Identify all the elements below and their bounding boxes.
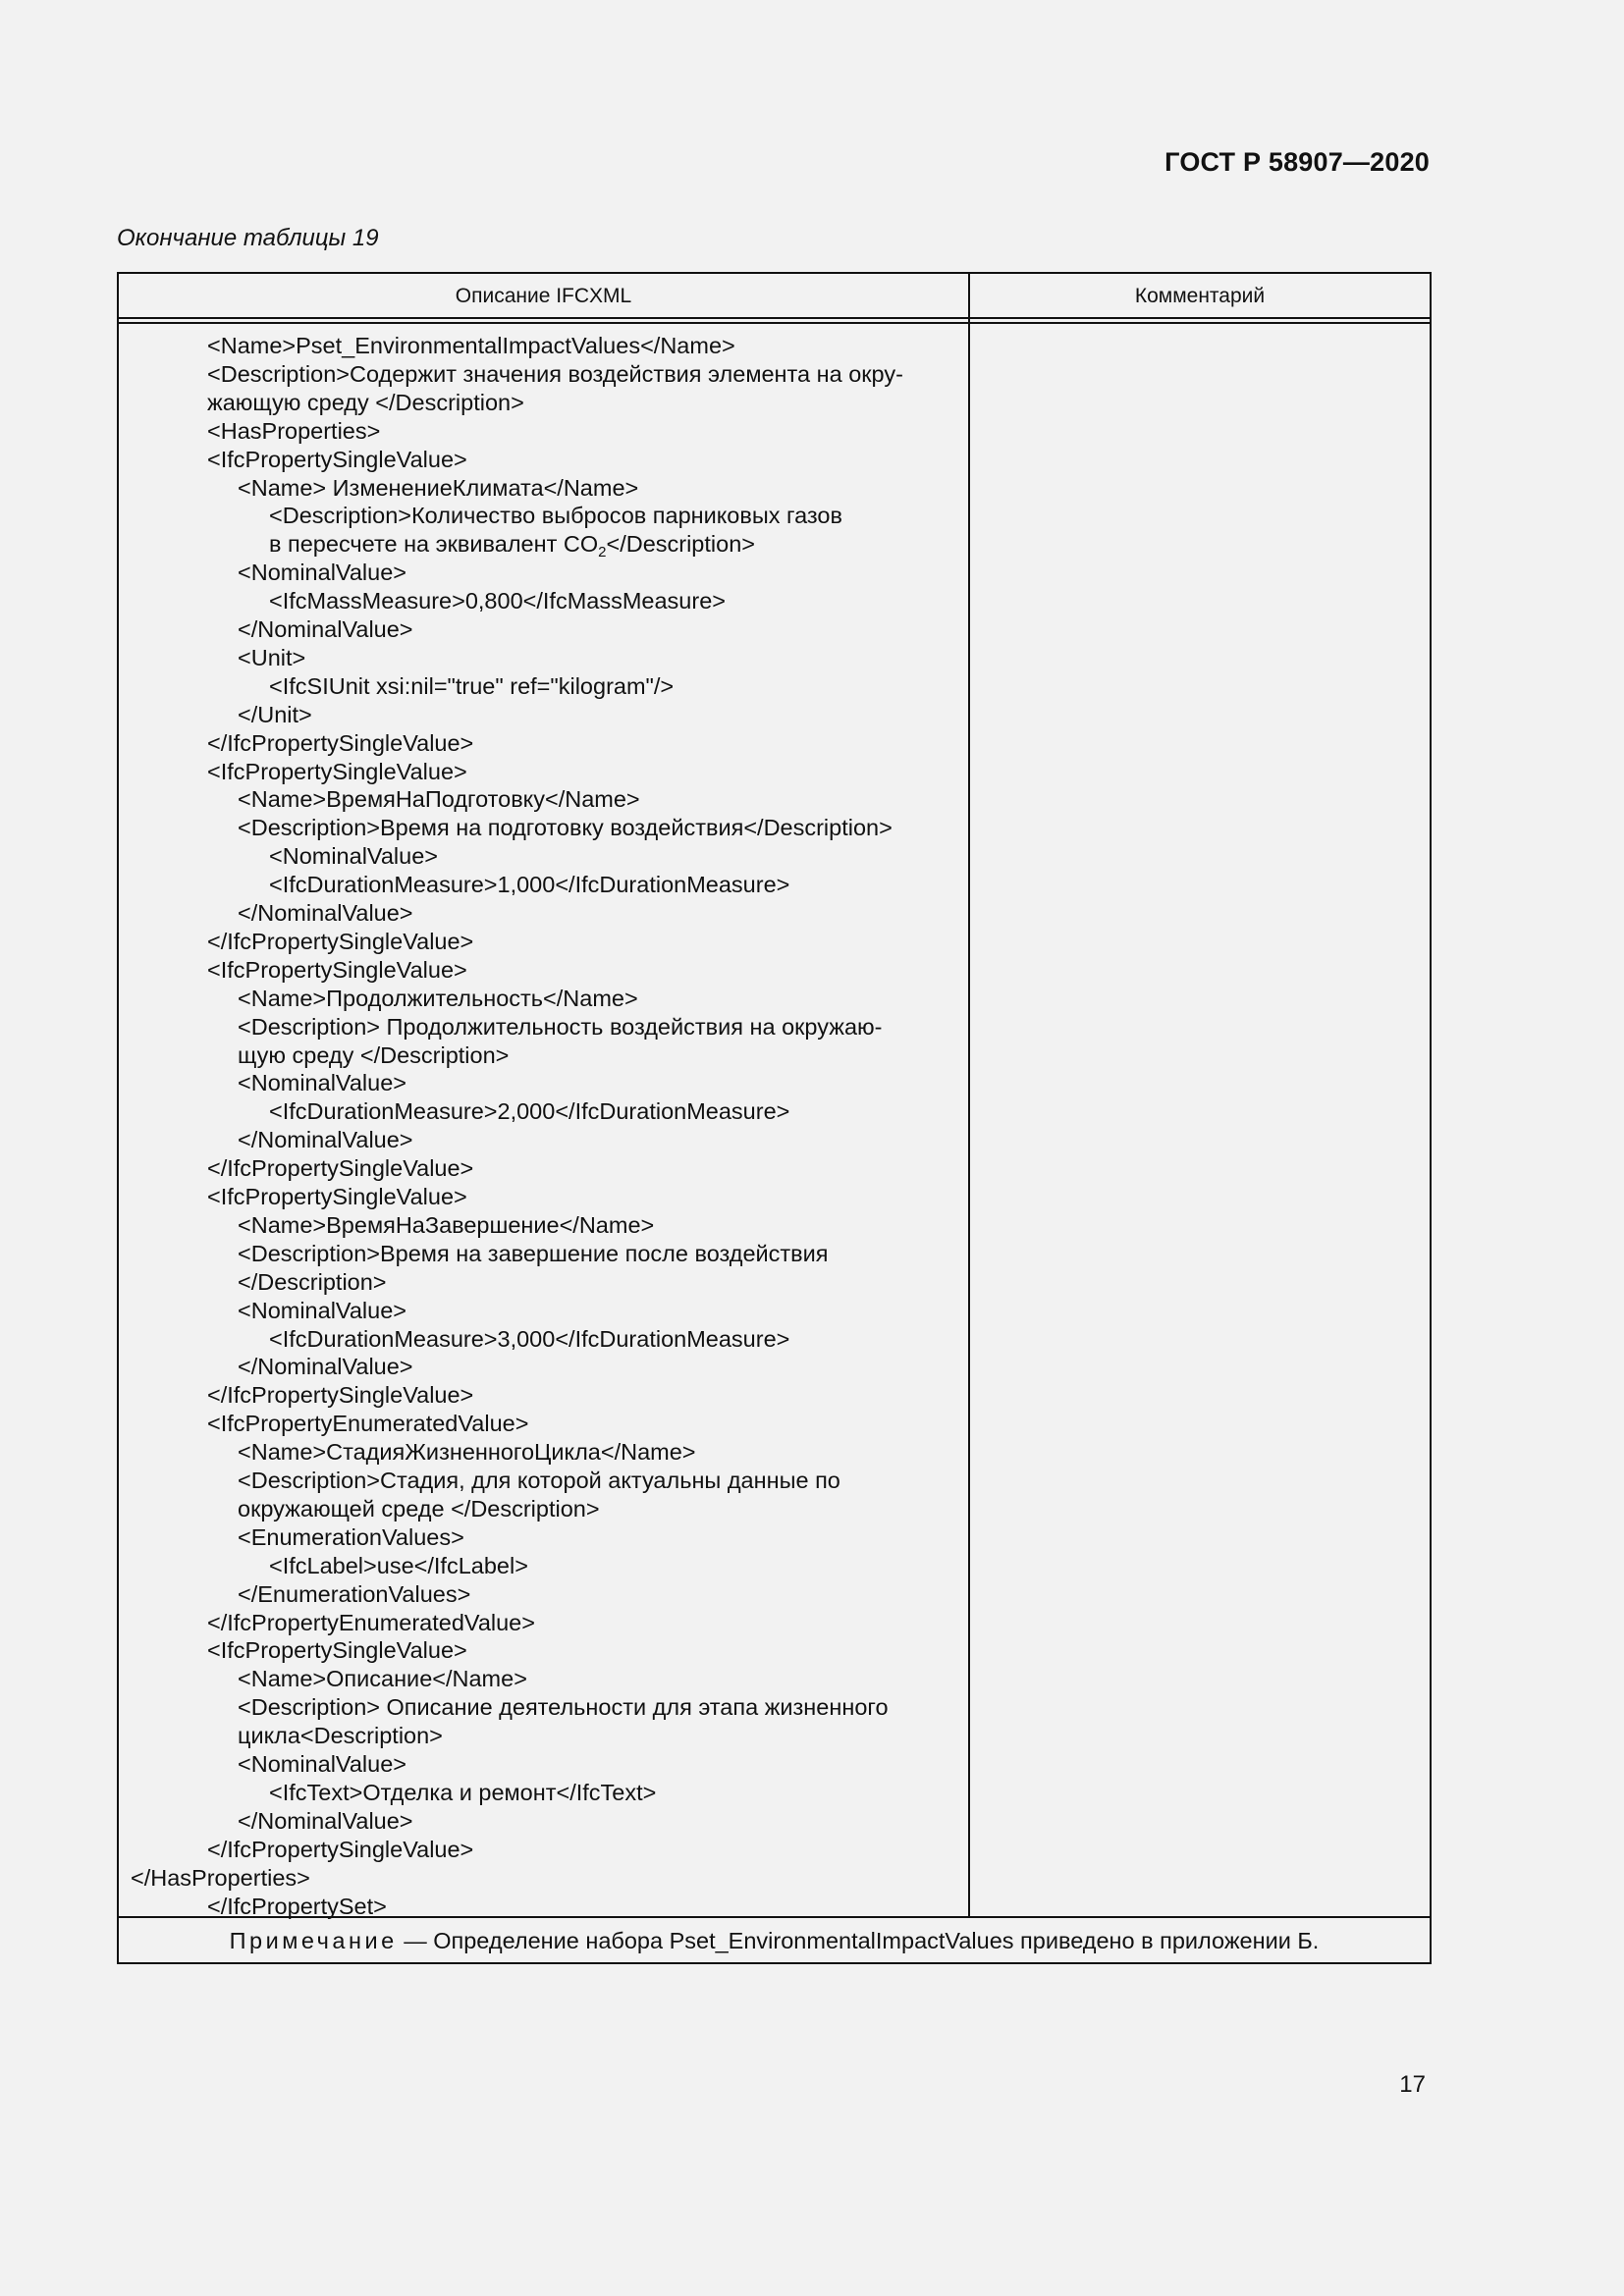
code-line [207, 446, 467, 474]
code-line [207, 928, 473, 956]
code-line [238, 1353, 413, 1381]
code-line [207, 1636, 467, 1665]
code-line-text: щую среду </Description> [238, 1041, 510, 1068]
code-line [269, 502, 842, 530]
code-line [238, 1069, 406, 1097]
header-rule-bottom [119, 322, 1430, 324]
code-line-text: <IfcDurationMeasure>2,000</IfcDurationMeasure> [269, 1098, 790, 1125]
code-line [238, 1041, 509, 1070]
code-line [238, 559, 406, 587]
code-line [207, 1183, 467, 1211]
code-line [238, 1438, 696, 1467]
code-line [207, 729, 473, 758]
code-line-text: <IfcPropertyEnumeratedValue> [207, 1411, 529, 1437]
code-line-text: <Name>ВремяНаЗавершение</Name> [238, 1211, 655, 1238]
code-line [131, 1864, 310, 1893]
code-line-text: <Unit> [238, 644, 306, 670]
code-line-text: </NominalValue> [238, 616, 413, 642]
code-line [207, 1381, 473, 1410]
code-line [207, 417, 380, 446]
code-line-tail: </Description> [606, 531, 755, 558]
page-number: 17 [1399, 2071, 1426, 2098]
code-line-text: <IfcDurationMeasure>1,000</IfcDurationMeasure> [269, 872, 790, 898]
code-line-text: <IfcPropertySingleValue> [207, 758, 467, 784]
code-line-text: <IfcPropertySingleValue> [207, 956, 467, 983]
code-line-text: <IfcDurationMeasure>3,000</IfcDurationMeasure> [269, 1325, 790, 1352]
code-line [238, 1807, 413, 1836]
code-line-text: </IfcPropertySingleValue> [207, 1155, 474, 1182]
code-line [207, 332, 735, 360]
ifcxml-table [117, 272, 1432, 1964]
code-line-text: <IfcPropertySingleValue> [207, 1637, 467, 1664]
code-line-text: </HasProperties> [131, 1864, 310, 1891]
column-header-comment: Комментарий [1134, 285, 1266, 307]
code-line [238, 1240, 829, 1268]
code-line [207, 956, 467, 985]
code-line-text: <Name>Описание</Name> [238, 1666, 527, 1692]
code-line-text: <IfcPropertySingleValue> [207, 1184, 467, 1209]
code-line-text: </NominalValue> [238, 1354, 413, 1380]
code-line [207, 1410, 528, 1438]
code-line-text: </Unit> [238, 701, 312, 727]
code-line [238, 1665, 527, 1693]
code-line [238, 985, 638, 1013]
code-line [238, 1750, 406, 1779]
code-line-text: </NominalValue> [238, 900, 413, 926]
note-dash: — [397, 1928, 434, 1953]
subscript: 2 [598, 544, 607, 561]
code-line-text: в пересчете на эквивалент CO [269, 531, 599, 558]
code-line [269, 1552, 528, 1580]
code-line-text: <HasProperties> [207, 417, 381, 444]
code-line [207, 1836, 473, 1864]
code-line [207, 1609, 535, 1637]
code-line-text: <Description>Содержит значения воздействия элемента на окру- [207, 360, 903, 387]
code-line-text: <IfcText>Отделка и ремонт</IfcText> [269, 1779, 657, 1805]
code-line-text: <Description>Время на завершение после воздействия [238, 1240, 829, 1266]
code-line-text: <NominalValue> [238, 1751, 407, 1777]
code-line [238, 615, 413, 644]
code-line-text: </IfcPropertySingleValue> [207, 928, 474, 954]
code-line-text: <Name>Pset_EnvironmentalImpactValues</Name> [207, 333, 735, 358]
code-line [238, 1467, 840, 1495]
code-line-text: </NominalValue> [238, 1127, 413, 1153]
code-line [238, 1297, 406, 1325]
code-line-text: <Description>Количество выбросов парниковых газов [269, 503, 842, 529]
code-line [207, 389, 524, 417]
code-line-text: <NominalValue> [269, 843, 439, 870]
code-line-text: <IfcPropertySingleValue> [207, 446, 467, 472]
code-line [238, 1211, 654, 1240]
code-line-text: </IfcPropertyEnumeratedValue> [207, 1609, 535, 1635]
code-line-text: <Description>Стадия, для которой актуальны данные по [238, 1468, 840, 1493]
code-line-text: </IfcPropertySingleValue> [207, 1382, 474, 1409]
code-line-text: <Description> Продолжительность воздействия на окружаю- [238, 1013, 883, 1040]
table-note [119, 1918, 1430, 1964]
table-header [119, 274, 1430, 319]
code-line-text: <EnumerationValues> [238, 1523, 464, 1550]
code-line-text: <Description> Описание деятельности для этапа жизненного [238, 1694, 889, 1721]
code-line [238, 1722, 443, 1750]
code-line [207, 758, 467, 786]
code-line [238, 899, 413, 928]
code-line [238, 785, 640, 814]
code-line-text: </IfcPropertySingleValue> [207, 1836, 474, 1862]
header-rule-top [119, 317, 1430, 319]
note-text: Определение набора Pset_EnvironmentalImpactValues приведено в приложении Б. [433, 1928, 1320, 1953]
code-line [269, 1779, 656, 1807]
code-line-text: </IfcPropertySingleValue> [207, 729, 474, 756]
code-line-text: жающую среду </Description> [207, 389, 524, 415]
code-line [238, 814, 893, 842]
code-line-text: <IfcSIUnit xsi:nil="true" ref="kilogram"/> [269, 672, 675, 699]
code-line [269, 672, 674, 701]
code-line [269, 842, 438, 871]
code-line [269, 587, 726, 615]
code-line-text: <NominalValue> [238, 1070, 407, 1096]
code-line [269, 871, 789, 899]
standard-code: ГОСТ Р 58907—2020 [1164, 147, 1430, 177]
column-header-description: Описание IFCXML [455, 285, 632, 307]
code-line-text: <IfcMassMeasure>0,800</IfcMassMeasure> [269, 588, 726, 614]
code-line-text: окружающей среде </Description> [238, 1495, 600, 1522]
code-line [238, 1495, 600, 1523]
code-line [238, 644, 305, 672]
code-line-text: </IfcPropertySet> [207, 1893, 387, 1919]
note-label: Примечание [229, 1928, 398, 1953]
code-line [207, 360, 903, 389]
code-line [238, 1268, 387, 1297]
code-line [269, 1097, 789, 1126]
code-line-text: <NominalValue> [238, 1297, 407, 1323]
code-line [238, 1693, 889, 1722]
code-line [238, 1580, 470, 1609]
code-line [238, 474, 638, 503]
code-line [269, 530, 755, 559]
code-line-text: <NominalValue> [238, 560, 407, 586]
code-line [238, 1126, 413, 1154]
code-line-text: <Name>ВремяНаПодготовку</Name> [238, 786, 640, 813]
code-line-text: <IfcLabel>use</IfcLabel> [269, 1552, 528, 1578]
code-line-text: </NominalValue> [238, 1807, 413, 1834]
code-line-text: <Name>Продолжительность</Name> [238, 985, 638, 1011]
code-line-text: </Description> [238, 1268, 387, 1295]
code-line-text: <Description>Время на подготовку воздействия</Description> [238, 815, 893, 841]
code-line-text: <Name>СтадияЖизненногоЦикла</Name> [238, 1439, 696, 1466]
code-line-text: </EnumerationValues> [238, 1580, 471, 1607]
code-line [207, 1154, 473, 1183]
table-caption: Окончание таблицы 19 [117, 225, 379, 251]
code-line [238, 1523, 464, 1552]
code-line [238, 1013, 883, 1041]
column-divider [968, 274, 970, 1916]
code-line-text: цикла<Description> [238, 1723, 443, 1749]
code-line [238, 701, 312, 729]
code-line [269, 1325, 789, 1354]
code-line-text: <Name> ИзменениеКлимата</Name> [238, 474, 639, 501]
